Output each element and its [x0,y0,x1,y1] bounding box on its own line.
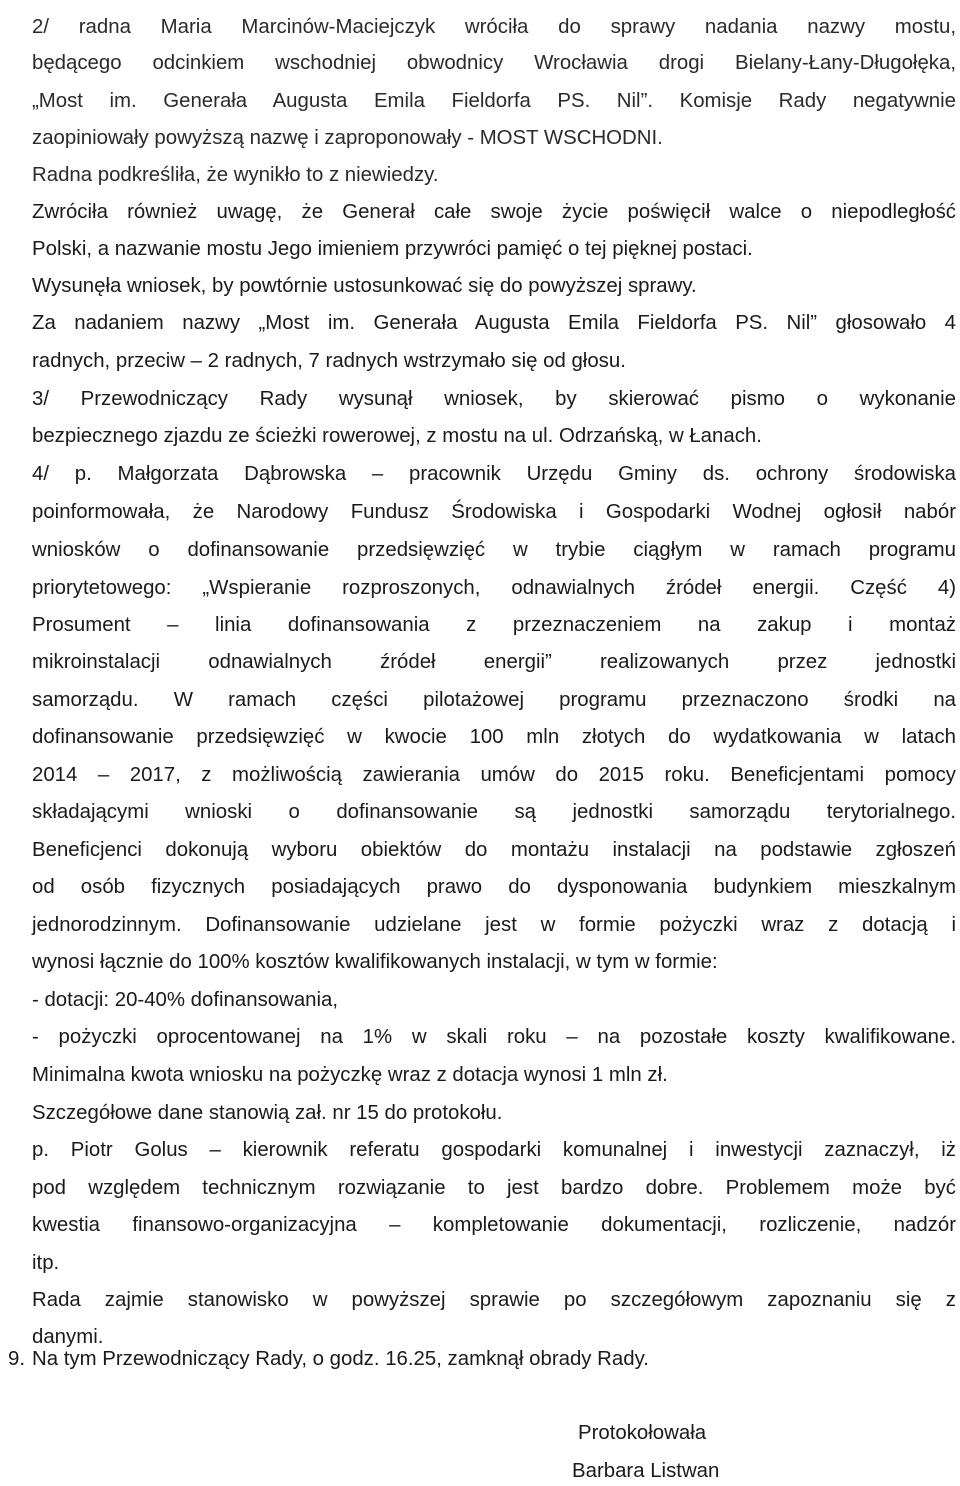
text-line: składającymi wnioski o dofinansowanie są jednostki samorządu terytorialnego. [32,801,956,823]
text-line: bezpiecznego zjazdu ze ścieżki rowerowej, z mostu na ul. Odrzańską, w Łanach. [32,425,762,447]
text-line: „Most im. Generała Augusta Emila Fieldorfa PS. Nil”. Komisje Rady negatywnie [32,90,956,112]
text-line: Radna podkreśliła, że wynikło to z niewiedzy. [32,164,439,186]
text-line: Minimalna kwota wniosku na pożyczkę wraz z dotacja wynosi 1 mln zł. [32,1064,668,1086]
list-number: 9. [8,1348,26,1370]
list-item-text: Na tym Przewodniczący Rady, o godz. 16.25, zamknął obrady Rady. [32,1348,649,1370]
text-line: itp. [32,1252,60,1274]
text-line: 2014 – 2017, z możliwością zawierania umów do 2015 roku. Beneficjentami pomocy [32,764,956,786]
text-line: od osób fizycznych posiadających prawo do dysponowania budynkiem mieszkalnym [32,876,956,898]
text-line: - pożyczki oprocentowanej na 1% w skali roku – na pozostałe koszty kwalifikowane. [32,1026,956,1048]
text-line: Zwróciła również uwagę, że Generał całe swoje życie poświęcił walce o niepodległość [32,201,956,223]
text-line: kwestia finansowo-organizacyjna – kompletowanie dokumentacji, rozliczenie, nadzór [32,1214,956,1236]
text-line: zaopiniowały powyższą nazwę i zaproponowały - MOST WSCHODNI. [32,127,663,149]
text-line: Za nadaniem nazwy „Most im. Generała Augusta Emila Fieldorfa PS. Nil” głosowało 4 [32,312,956,334]
text-line: - dotacji: 20-40% dofinansowania, [32,989,339,1011]
text-line: Prosument – linia dofinansowania z przeznaczeniem na zakup i montaż [32,614,956,636]
text-line: samorządu. W ramach części pilotażowej programu przeznaczono środki na [32,689,956,711]
text-line: wynosi łącznie do 100% kosztów kwalifikowanych instalacji, w tym w formie: [32,951,718,973]
text-line: Wysunęła wniosek, by powtórnie ustosunkować się do powyższej sprawy. [32,275,697,297]
text-line: mikroinstalacji odnawialnych źródeł energii” realizowanych przez jednostki [32,651,956,673]
signature-role: Protokołowała [578,1422,707,1444]
text-line: Szczegółowe dane stanowią zał. nr 15 do protokołu. [32,1102,503,1124]
text-line: 3/ Przewodniczący Rady wysunął wniosek, by skierować pismo o wykonanie [32,388,956,410]
text-line: pod względem technicznym rozwiązanie to jest bardzo dobre. Problemem może być [32,1177,956,1199]
text-line: Beneficjenci dokonują wyboru obiektów do montażu instalacji na podstawie zgłoszeń [32,839,956,861]
text-line: 2/ radna Maria Marcinów-Maciejczyk wróciła do sprawy nadania nazwy mostu, [32,16,956,38]
text-line: danymi. [32,1326,104,1348]
text-line: wniosków o dofinansowanie przedsięwzięć w trybie ciągłym w ramach programu [32,539,956,561]
text-line: priorytetowego: „Wspieranie rozproszonych, odnawialnych źródeł energii. Część 4) [32,577,956,599]
text-line: poinformowała, że Narodowy Fundusz Środowiska i Gospodarki Wodnej ogłosił nabór [32,501,956,523]
text-line: radnych, przeciw – 2 radnych, 7 radnych wstrzymało się od głosu. [32,350,626,372]
closing-item [8,1344,649,1374]
text-line: Polski, a nazwanie mostu Jego imieniem przywróci pamięć o tej pięknej postaci. [32,238,753,260]
text-line: jednorodzinnym. Dofinansowanie udzielane jest w formie pożyczki wraz z dotacją i [32,914,956,936]
text-line: Rada zajmie stanowisko w powyższej sprawie po szczegółowym zapoznaniu się z [32,1289,956,1311]
text-line: dofinansowanie przedsięwzięć w kwocie 100 mln złotych do wydatkowania w latach [32,726,956,748]
text-line: 4/ p. Małgorzata Dąbrowska – pracownik Urzędu Gminy ds. ochrony środowiska [32,463,956,485]
text-line: p. Piotr Golus – kierownik referatu gospodarki komunalnej i inwestycji zaznaczył, iż [32,1139,956,1161]
text-line: będącego odcinkiem wschodniej obwodnicy Wrocławia drogi Bielany-Łany-Długołęka, [32,52,956,74]
signature-name: Barbara Listwan [572,1460,720,1482]
